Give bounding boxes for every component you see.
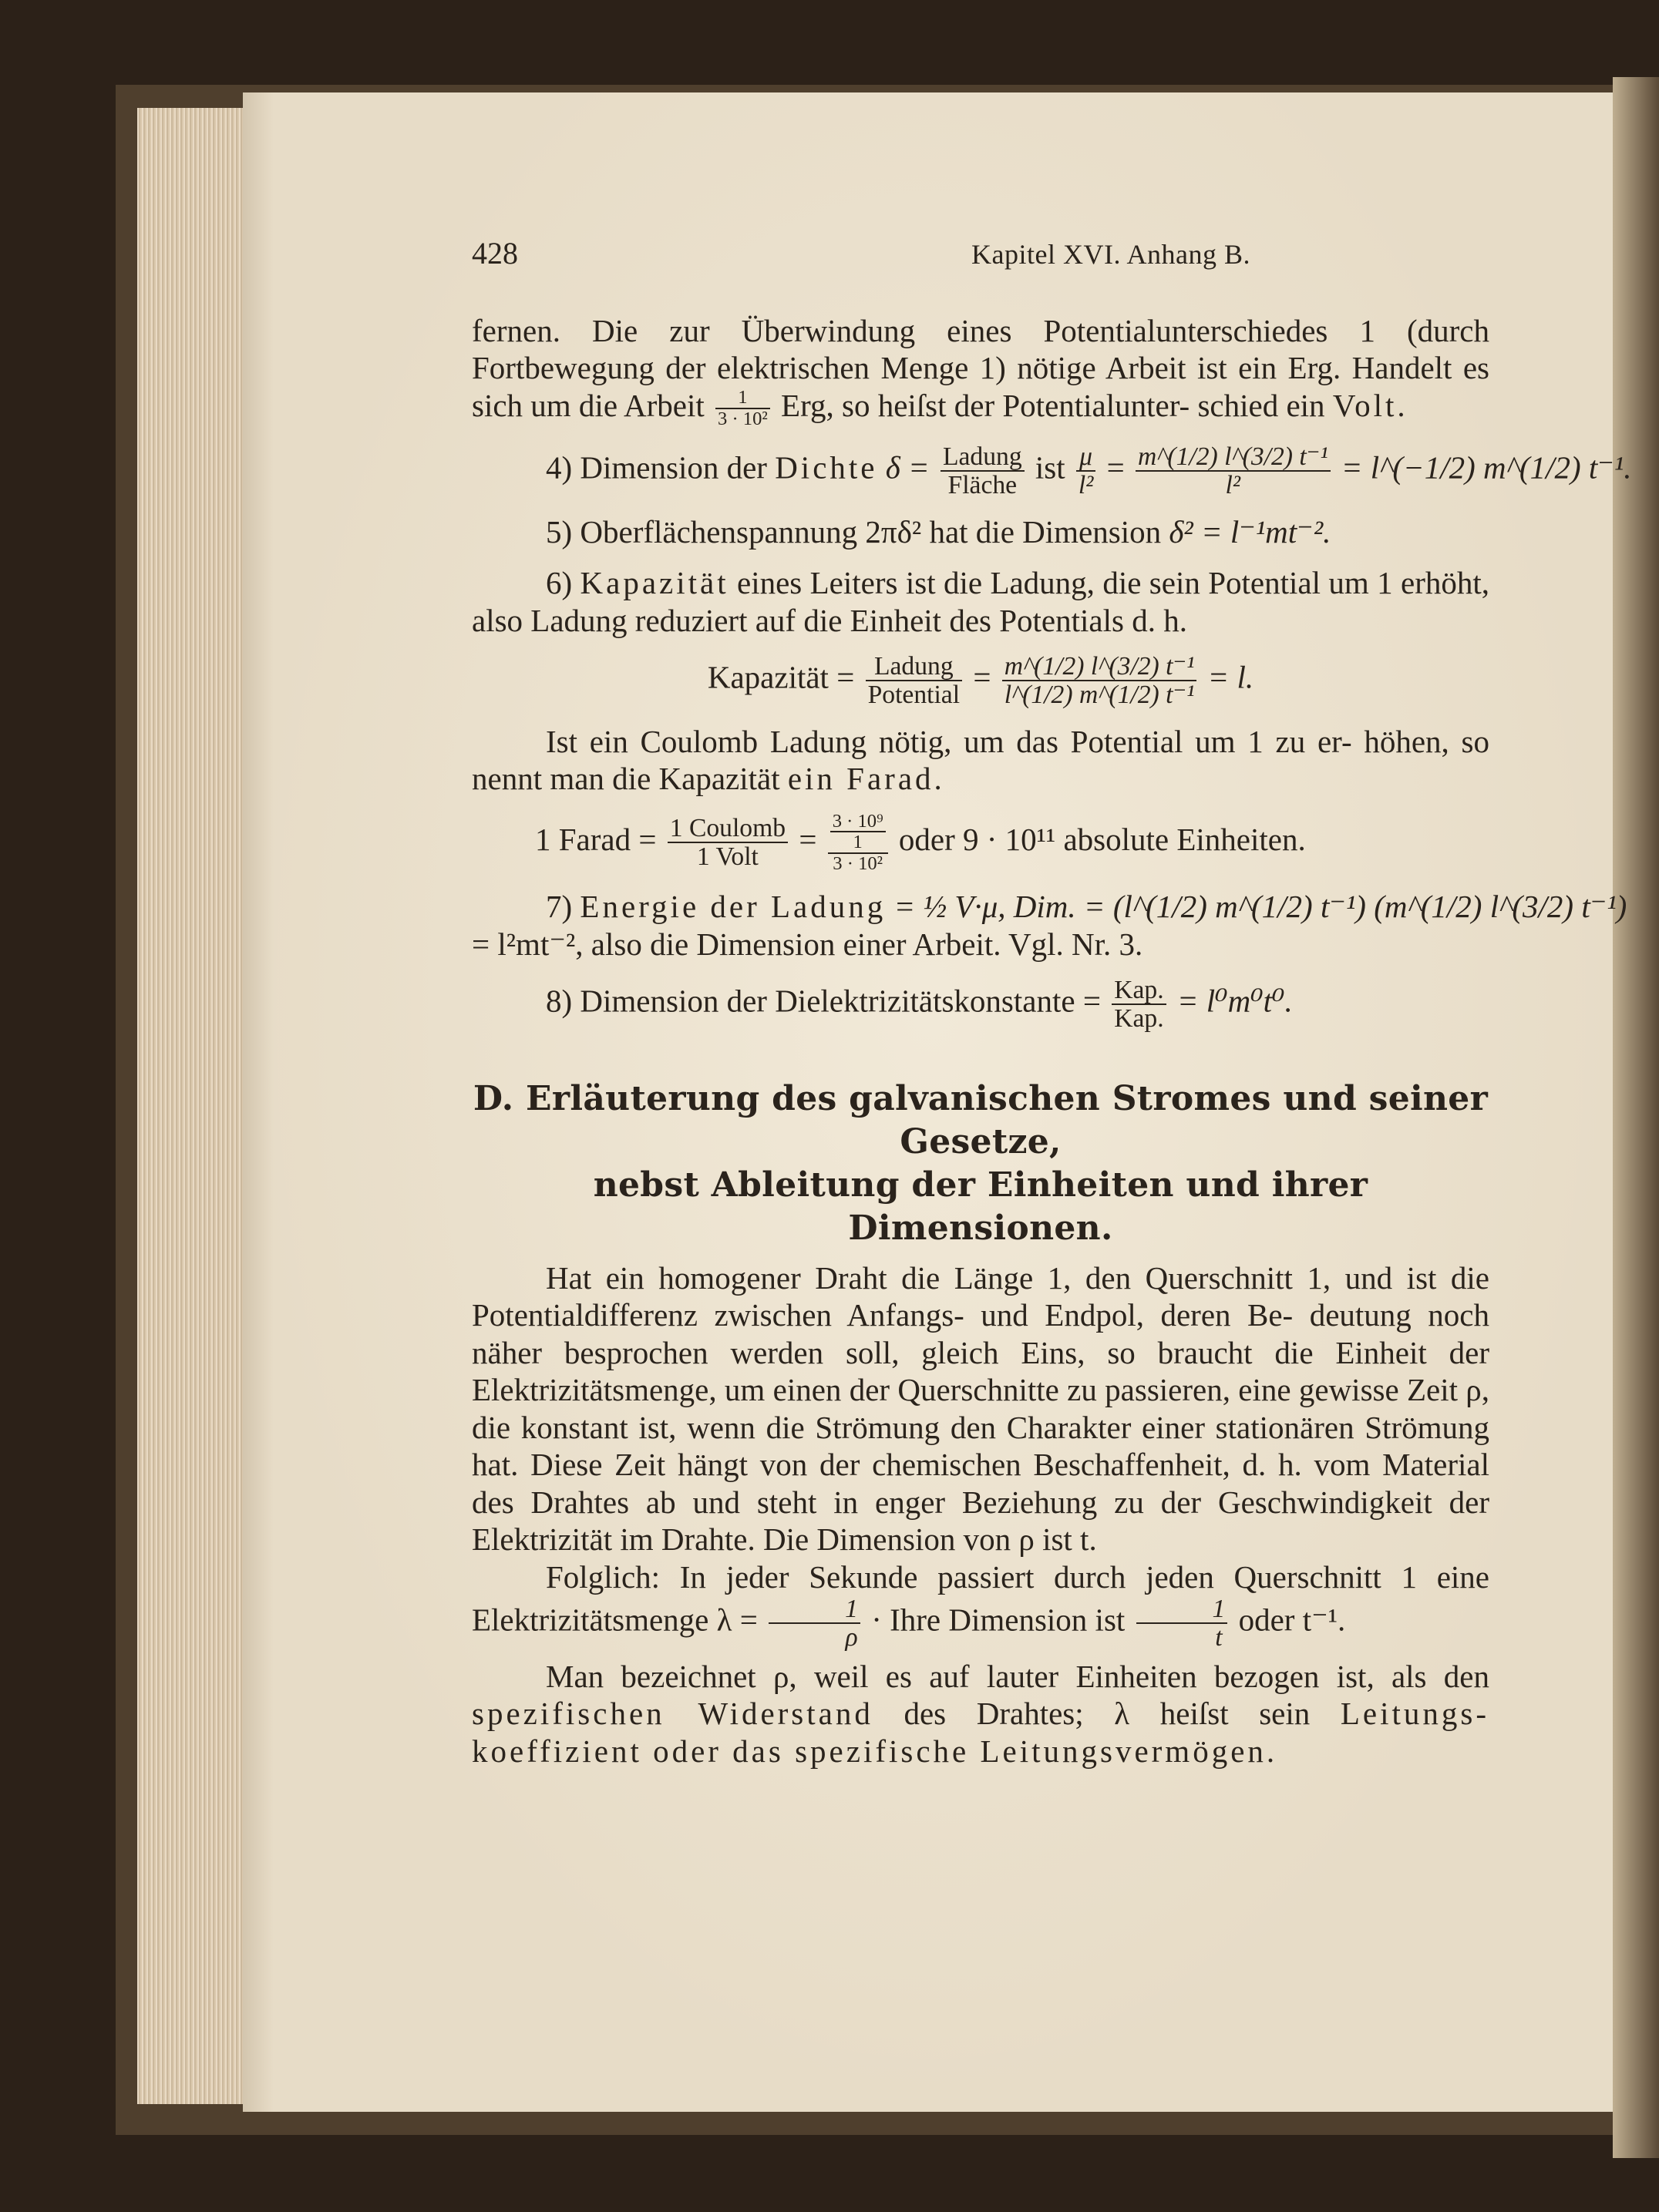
fraction: $\frac{\text{m\textasciicircum{}(1/2) l\textasciicircum{}(3/2) t⁻¹}}{\text{l\textasciicircum{}(1/2) m\textasciicircum{}(1/2) t⁻¹}}$ xyxy=(1002,653,1197,709)
equation-lhs: 1 Farad = xyxy=(535,821,657,857)
equation-word: ist xyxy=(1035,449,1065,486)
equation-8 xyxy=(472,977,1489,1033)
equation-text: 5) Oberflächenspannung 2πδ² hat die Dimension xyxy=(546,513,1162,550)
equation-4: 4) Dimension der Dichte δ = $\frac{\text{Ladung}}{\text{Fläche}}$ ist $\frac{\mu}{\text{l²}}$ = $\frac{\text{m\textasciicircum{}(1/2) l\textasciicircum{}(3/2) t⁻¹}}{\text{l²}}$ = l^(−1/2) m^(1/2) t⁻¹. xyxy=(546,442,1632,500)
text-line: chemischen Beschaffenheit, d. h. vom Material des Drahtes ab und xyxy=(472,1447,1490,1520)
text-line: Hat ein homogener Draht die Länge 1, den Querschnitt 1, und xyxy=(546,1259,1393,1296)
text-line: Drahte. Die Dimension von ρ ist t. xyxy=(661,1521,1097,1558)
equation-lhs: δ = xyxy=(885,449,930,486)
text-line: den xyxy=(1443,1658,1489,1694)
item-number: 7) xyxy=(546,889,573,925)
text-line: eines Leiters ist die Ladung, die sein Potential xyxy=(737,565,1321,600)
text-line: Einheit der Elektrizitätsmenge, um einen der Querschnitte zu passieren, xyxy=(472,1334,1489,1408)
text-line: ist die Potentialdifferenz zwischen Anfangs- und Endpol, deren Be- xyxy=(472,1259,1490,1333)
fraction: $\frac{1}{t}$ xyxy=(1136,1595,1228,1652)
fraction: $\frac{1}{\rho}$ xyxy=(769,1595,860,1652)
section-heading-d xyxy=(472,1077,1489,1250)
fraction: $\frac{\mu}{\text{l²}}$ xyxy=(1076,443,1095,499)
text-line: höhen, so nennt man die Kapazität xyxy=(472,723,1489,797)
spaced-term: Volt. xyxy=(1332,387,1408,423)
spaced-term: Leitungs- xyxy=(1340,1696,1490,1732)
fraction: $\frac{\text{Ladung}}{\text{Potential}}$ xyxy=(866,653,963,709)
running-title: Kapitel XVI. Anhang B. xyxy=(971,239,1250,270)
heading-line: D. Erläuterung des galvanischen Stromes und seiner Gesetze, xyxy=(473,1078,1489,1161)
text-line: des Drahtes; λ heiſst sein xyxy=(904,1696,1311,1732)
page-edges xyxy=(137,108,253,2104)
spaced-term: Dichte xyxy=(775,449,878,486)
equation-rhs: = l⁰m⁰t⁰. xyxy=(1176,983,1293,1019)
equation-5 xyxy=(472,513,1489,551)
text-line: Folglich: In jeder Sekunde passiert durch jeden Querschnitt 1 xyxy=(546,1558,1418,1595)
text-line: Man bezeichnet ρ, weil es auf lauter Einheiten bezogen ist, als xyxy=(546,1658,1427,1694)
fraction: $\frac{\frac{\text{3 · 10⁹}}{1}}{\text{3 · 10²}}$ xyxy=(828,812,888,874)
text-line: Ist ein Coulomb Ladung nötig, um das Potential um 1 zu er- xyxy=(546,723,1352,759)
text-line: schied ein xyxy=(1197,387,1325,423)
fraction: $\frac{1}{\text{3 · 10²}}$ xyxy=(715,388,770,429)
equation-lhs: Kapazität = xyxy=(707,659,855,695)
text-line: deutung noch näher besprochen werden soll, gleich Eins, so braucht die xyxy=(472,1297,1489,1370)
fraction: $\frac{\text{1 Coulomb}}{\text{1 Volt}}$ xyxy=(668,815,788,871)
paragraph-farad xyxy=(472,723,1489,798)
text-line: Handelt es sich um die Arbeit xyxy=(472,350,1489,423)
running-header xyxy=(472,235,1489,274)
paragraph-kapazitaet xyxy=(472,564,1489,639)
equation-rhs: = l. xyxy=(1207,659,1254,695)
spaced-term: Kapazität xyxy=(580,565,729,600)
equation-kapazitaet: Kapazität = $\frac{\text{Ladung}}{\text{Potential}}$ = $\frac{\text{m\textasciicircum{}(1/2) l\textasciicircum{}(3/2) t⁻¹}}{\text{l\textasciicircum{}(1/2) m\textasciicircum{}(1/2) t⁻¹}}$ = l. xyxy=(707,652,1254,710)
text-line: steht in enger Beziehung zu der Geschwindigkeit der Elektrizität im xyxy=(472,1484,1490,1558)
text-line: oder t⁻¹. xyxy=(1238,1602,1346,1638)
equation-rhs: δ² = l⁻¹mt⁻². xyxy=(1169,513,1331,550)
heading-line: nebst Ableitung der Einheiten und ihrer Dimensionen. xyxy=(593,1165,1368,1248)
spaced-term: ein Farad. xyxy=(787,761,945,797)
equation-7 xyxy=(472,888,1627,963)
spaced-term: Energie der Ladung xyxy=(580,889,887,925)
text-line: Charakter einer stationären Strömung hat. Diese Zeit hängt von der xyxy=(472,1409,1489,1483)
text-line: Erg, so heiſst der Potentialunter- xyxy=(781,387,1190,423)
page-number: 428 xyxy=(472,236,518,271)
equation-expression: = ½ V·μ, Dim. = (l^(1/2) m^(1/2) t⁻¹) (m^(1/2) l^(3/2) t⁻¹) xyxy=(893,889,1627,925)
item-number: 6) xyxy=(546,565,573,600)
equation-rhs: oder 9 · 10¹¹ absolute Einheiten. xyxy=(898,821,1306,857)
equation-label: 8) Dimension der Dielektrizitätskonstante = xyxy=(546,983,1101,1019)
paragraph-volt xyxy=(472,312,1489,429)
fraction: $\frac{\text{m\textasciicircum{}(1/2) l\textasciicircum{}(3/2) t⁻¹}}{\text{l²}}$ xyxy=(1136,443,1331,499)
text-line: eine Elektrizitätsmenge λ = xyxy=(472,1558,1489,1638)
text-line: = l²mt⁻², also die Dimension einer Arbeit. Vgl. Nr. 3. xyxy=(472,926,1143,962)
book-gutter xyxy=(1613,77,1659,2158)
fraction: $\frac{\text{Kap.}}{\text{Kap.}}$ xyxy=(1112,977,1166,1033)
spaced-term: spezifischen Widerstand xyxy=(472,1696,873,1732)
spaced-term: koeffizient oder das spezifische Leitungsvermögen. xyxy=(472,1733,1278,1769)
equation-label: 4) Dimension der xyxy=(546,449,767,486)
equation-farad: 1 Farad = $\frac{\text{1 Coulomb}}{\text{1 Volt}}$ = $\frac{\frac{\text{3 · 10⁹}}{1}}{\text{3 · 10²}}$ oder 9 · 10¹¹ absolute Einheiten. xyxy=(535,810,1306,875)
paragraph-folglich xyxy=(472,1558,1489,1652)
text-line: fernen. Die zur Überwindung eines Potentialunterschiedes 1 (durch xyxy=(472,312,1489,348)
text-line: Fortbewegung der elektrischen Menge 1) nötige Arbeit ist ein Erg. xyxy=(472,350,1341,385)
text-line: um 1 erhöht, also Ladung reduziert auf die Einheit des Potentials d. h. xyxy=(472,565,1490,638)
equation-rhs: = l^(−1/2) m^(1/2) t⁻¹. xyxy=(1341,449,1632,486)
paragraph-draht xyxy=(472,1259,1489,1558)
page-text-block xyxy=(472,235,1632,1770)
text-line: · Ihre Dimension ist xyxy=(871,1602,1126,1638)
paragraph-widerstand xyxy=(472,1658,1489,1770)
fraction: $\frac{\text{Ladung}}{\text{Fläche}}$ xyxy=(941,443,1025,499)
text-line: eine gewisse Zeit ρ, die konstant ist, wenn die Strömung den xyxy=(472,1372,1490,1445)
